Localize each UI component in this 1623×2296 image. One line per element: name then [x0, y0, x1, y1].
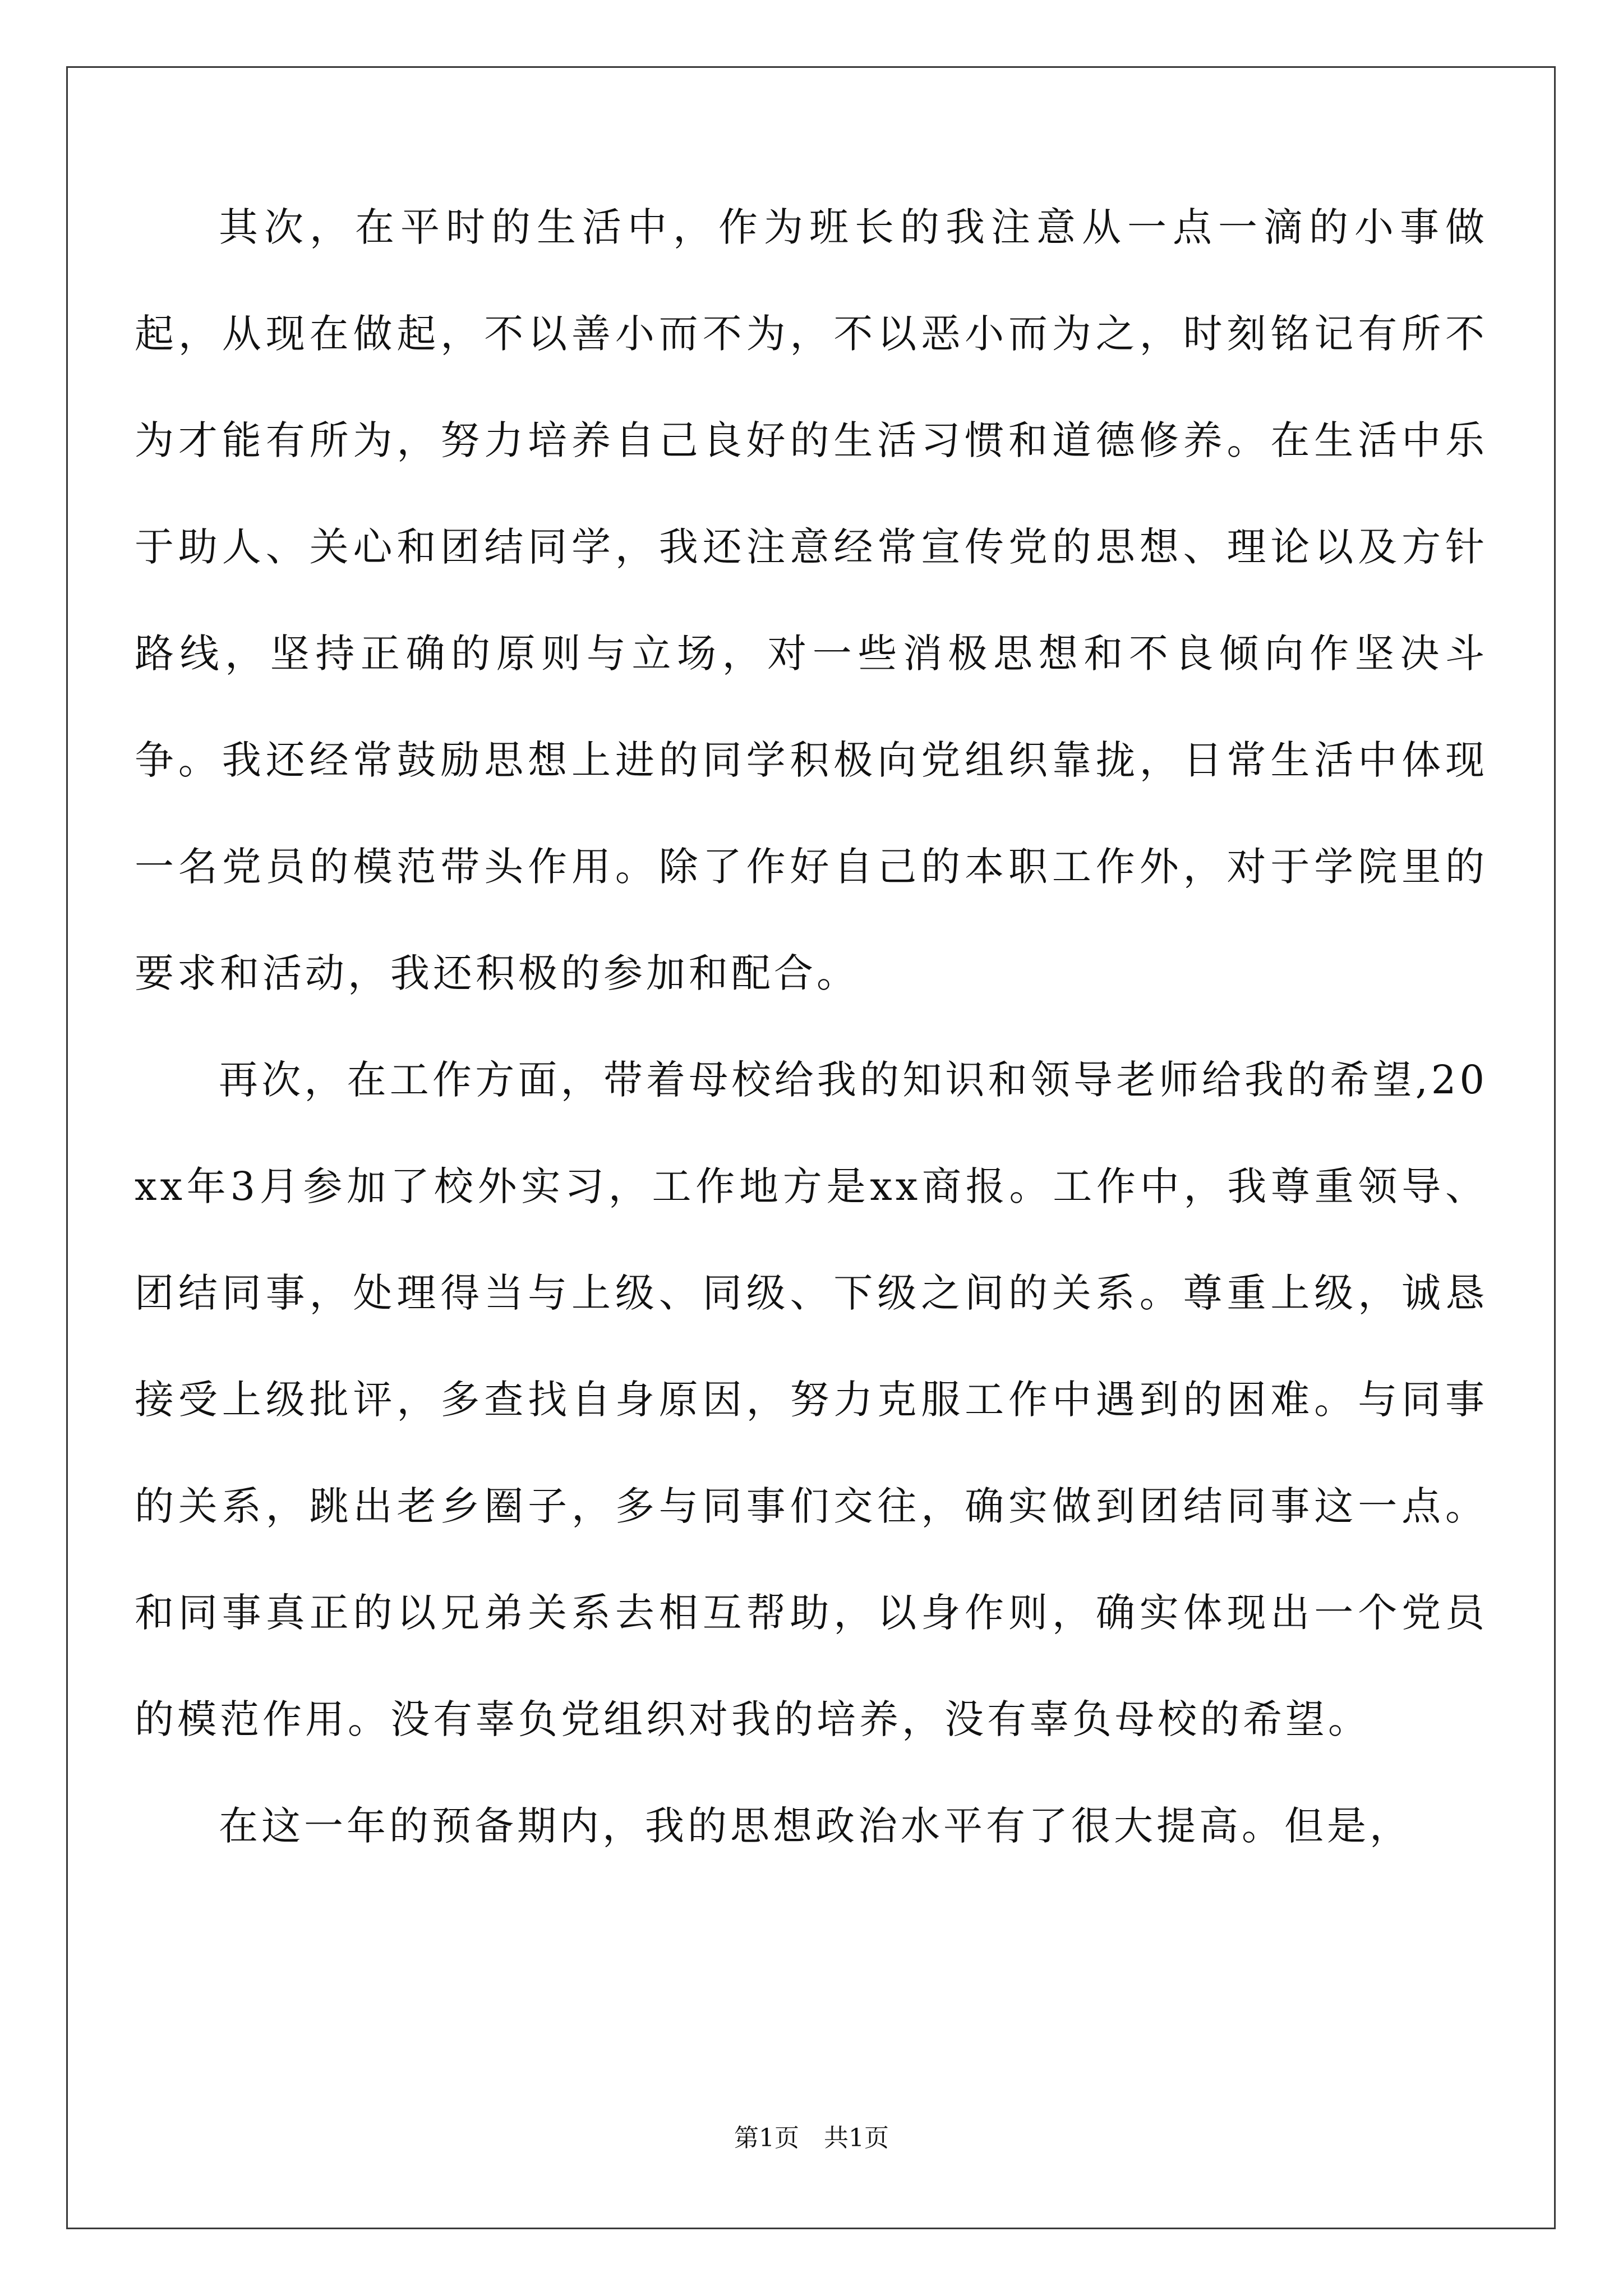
paragraph-probation: 在这一年的预备期内，我的思想政治水平有了很大提高。但是， — [219, 1803, 1412, 1849]
document-body — [135, 174, 1488, 1879]
page-footer: 第1页 共1页 — [734, 2124, 889, 2152]
paragraph-life: 其次，在平时的生活中，作为班长的我注意从一点一滴的小事做起，从现在做起，不以善小而不为，不以恶小而为之，时刻铭记有所不为才能有所为，努力培养自己良好的生活习惯和道德修养。在生活中乐于助人、关心和团结同学，我还注意经常宣传党的思想、理论以及方针路线，坚持正确的原则与立场，对一些消极思想和不良倾向作坚决斗争。我还经常鼓励思想上进的同学积极向党组织靠拢，日常生活中体现一名党员的模范带头作用。除了作好自己的本职工作外，对于学院里的要求和活动，我还积极的参加和配合。 — [135, 204, 1488, 996]
paragraph-work: 再次，在工作方面，带着母校给我的知识和领导老师给我的希望,20xx年3月参加了校外实习，工作地方是xx商报。工作中，我尊重领导、团结同事，处理得当与上级、同级、下级之间的关系。尊重上级，诚恳接受上级批评，多查找自身原因，努力克服工作中遇到的困难。与同事的关系，跳出老乡圈子，多与同事们交往，确实做到团结同事这一点。和同事真正的以兄弟关系去相互帮助，以身作则，确实体现出一个党员的模范作用。没有辜负党组织对我的培养，没有辜负母校的希望。 — [135, 1057, 1488, 1742]
